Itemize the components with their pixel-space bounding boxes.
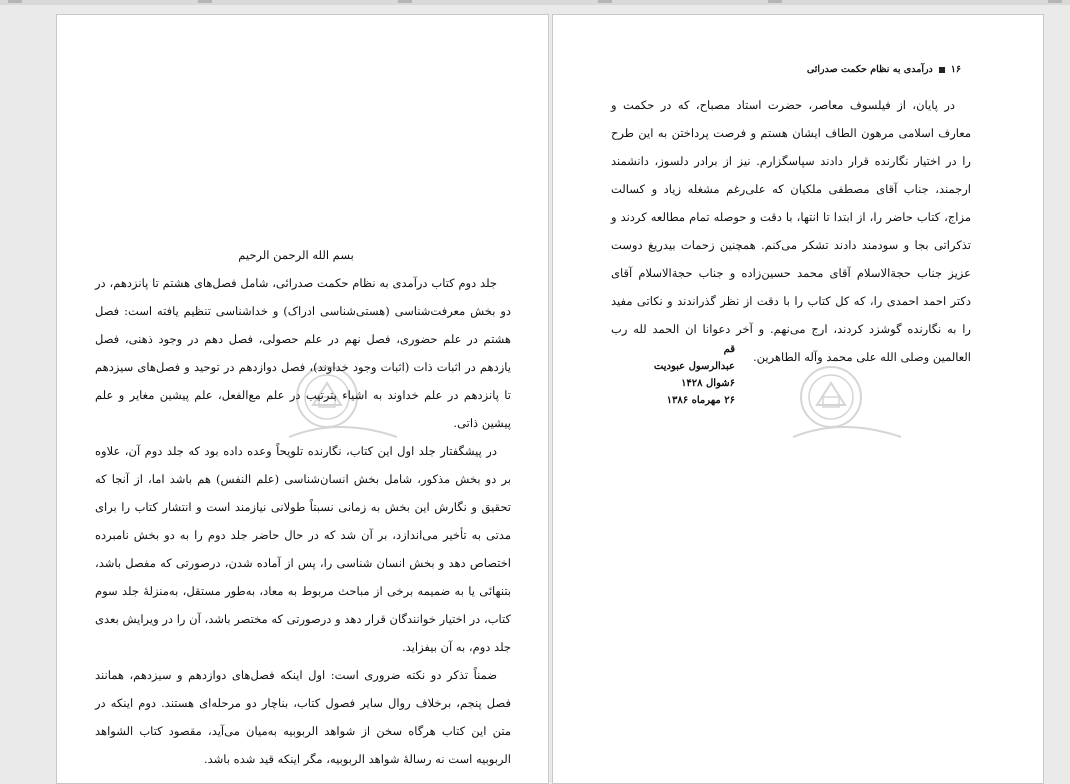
- toolbar-strip: [0, 0, 1070, 5]
- paragraph: در پیشگفتار جلد اول این کتاب، نگارنده تلویحاً وعده داده بود که جلد دوم آن، علاوه بر دو بخش مذکور، شامل بخش انسان‌شناسی (علم النفس) هم باشد اما، از آنجا که تحقیق و نگارش این بخش به زمانی نسبتاً طولانی نیازمند است و انتشار کتاب را برای مدتی به تأخیر می‌اندازد، بر آن شد که در حال حاضر جلد دوم را به دو بخش نامبرده اختصاص دهد و بخش انسان شناسی را، پس از آماده شدن، درصورتی که مفصل باشد، بتنهائی یا به ضمیمه برخی از مباحث مربوط به معاد، به‌طور مستقل، به‌منزلهٔ جلد سوم کتاب، در اختیار خوانندگان قرار دهد و درصورتی که مختصر باشد، آن را در ویرایش بعدی جلد دوم، به آن بیفزاید.: [95, 444, 511, 654]
- watermark-seal-icon: [783, 355, 903, 455]
- square-bullet-icon: [939, 67, 945, 73]
- running-title: درآمدی به نظام حکمت صدرائی: [806, 64, 933, 75]
- running-header: [609, 64, 961, 75]
- signature-date-solar: ۲۶ مهرماه ۱۳۸۶: [666, 395, 735, 406]
- document-page-right: [552, 14, 1044, 784]
- paragraph: ضمناً تذکر دو نکته ضروری است: اول اینکه فصل‌های دوازدهم و سیزدهم، همانند فصل پنجم، برخلاف روال سایر فصول کتاب، بناچار دو مرحله‌ای هستند. دوم اینکه در متن این کتاب هرگاه سخن از شواهد الربوبیه به‌میان می‌آید، مقصود کتاب الشواهد الربوبیه است نه رسالهٔ شواهد الربوبیه، مگر اینکه قید شده باشد.: [95, 668, 511, 766]
- paragraph: در پایان، از فیلسوف معاصر، حضرت استاد مصباح، که در حکمت و معارف اسلامی مرهون الطاف ایشان هستم و فرصت پرداختن به این طرح را در اختیار نگارنده قرار دادند سپاسگزارم. نیز از برادر دلسوز، دانشمند ارجمند، جناب آقای مصطفی ملکیان که علی‌رغم مشغله زیاد و کسالت مزاج، کتاب حاضر را، از ابتدا تا انتها، با دقت و حوصله تمام مطالعه کردند و تذکراتی بجا و سودمند دادند تشکر می‌کنم. همچنین زحمات بیدریغ دوست عزیز جناب حجةالاسلام آقای محمد حسین‌زاده و جناب حجةالاسلام آقای دکتر احمد احمدی را، که کل کتاب را با دقت از نظر گذراندند و نکاتی مفید را به نگارنده گوشزد کردند، ارج می‌نهم. و آخر دعوانا ان الحمد لله رب العالمین وصلی الله علی محمد وآله الطاهرین.: [611, 98, 971, 364]
- page-number: ۱۶: [950, 64, 961, 75]
- signature-place: قم: [723, 344, 735, 355]
- signature-name: عبدالرسول عبودیت: [653, 361, 735, 372]
- basmala: بسم الله الرحمن الرحیم: [238, 248, 354, 262]
- signature-block: [625, 341, 735, 409]
- left-page-body: [95, 241, 511, 773]
- paragraph: جلد دوم کتاب درآمدی به نظام حکمت صدرائی، شامل فصل‌های هشتم تا پانزدهم، در دو بخش معرفت‌شناسی (هستی‌شناسی ادراک) و خداشناسی تنظیم یافته است: فصل هشتم در علم حضوری، فصل نهم در علم حصولی، فصل دهم در وجود ذهنی، فصل یازدهم در اثبات ذات (اثبات وجود خداوند)، فصل دوازدهم در توحید و فصل‌های سیزدهم تا پانزدهم در علم خداوند به اشیاء بترتیب در علم مع‌الفعل، علم پیشین مغایر و علم پیشین ذاتی.: [95, 276, 511, 430]
- signature-date-hijri: ۶شوال ۱۴۲۸: [681, 378, 735, 389]
- right-page-body: [611, 91, 971, 371]
- document-page-left: [56, 14, 549, 784]
